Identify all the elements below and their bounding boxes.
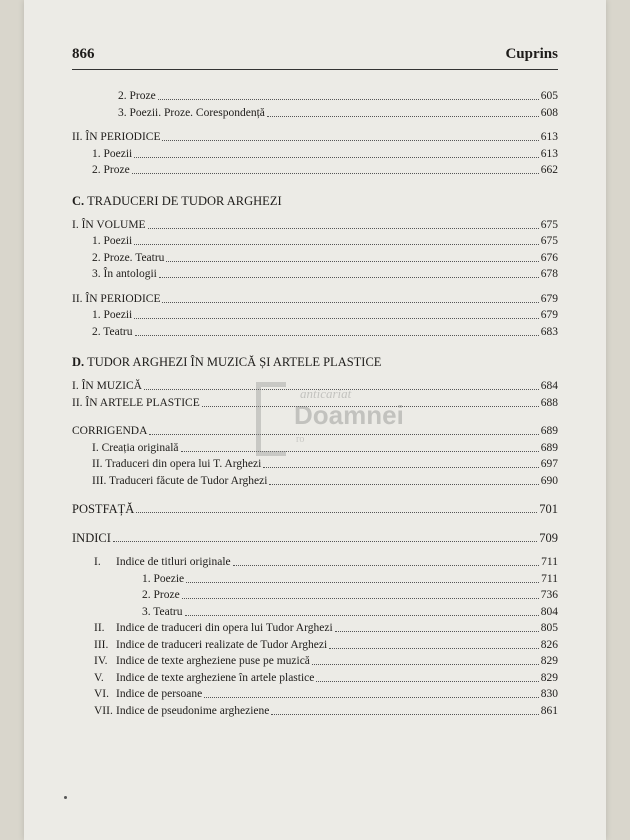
section-c-heading: C. TRADUCERI DE TUDOR ARGHEZI <box>72 193 282 208</box>
toc-leader-dots <box>271 703 538 715</box>
toc-leader-dots <box>186 571 539 583</box>
toc-page-number: 697 <box>540 458 558 470</box>
index-roman-numeral: I. <box>94 556 101 568</box>
toc-page-number: 711 <box>541 556 558 568</box>
toc-leader-dots <box>136 501 537 513</box>
toc-entry <box>72 378 558 395</box>
index-entry <box>72 653 558 670</box>
toc-leader-dots <box>312 653 539 665</box>
book-page <box>24 0 606 840</box>
toc-leader-dots <box>135 324 539 336</box>
toc-page-number: 690 <box>540 474 558 487</box>
toc-leader-dots <box>263 456 538 468</box>
toc-leader-dots <box>185 604 539 616</box>
toc-entry <box>72 146 558 163</box>
index-title: Indice de traduceri din opera lui Tudor Arghezi <box>116 622 333 634</box>
toc-leader-dots <box>316 670 538 682</box>
toc-page-number: 805 <box>540 622 558 634</box>
index-sub-entry: 2. Proze <box>142 589 180 601</box>
index-title: Indice de texte argheziene în artele plastice <box>116 671 315 684</box>
toc-leader-dots <box>132 162 539 174</box>
toc-page-number: 701 <box>539 502 558 516</box>
toc-gap <box>72 546 558 554</box>
toc-leader-dots <box>162 291 538 303</box>
toc-leader-dots <box>182 587 539 599</box>
toc-entry-label: 2. Teatru <box>92 325 133 338</box>
toc-page-number: 683 <box>540 325 558 338</box>
index-title: Indice de persoane <box>116 688 203 700</box>
toc-leader-dots <box>134 233 539 245</box>
index-sub-entry: 1. Poezie <box>142 572 185 585</box>
toc-entry <box>72 395 558 412</box>
toc-entry-label: 2. Proze <box>118 90 156 102</box>
toc-entry <box>72 423 558 440</box>
index-roman-numeral: VI. <box>94 688 110 700</box>
index-roman-numeral: IV. <box>94 655 108 667</box>
toc-leader-dots <box>113 530 537 542</box>
toc-leader-dots <box>159 266 539 278</box>
toc-page-number: 613 <box>540 131 558 143</box>
index-entry <box>72 686 558 703</box>
index-entry-label <box>72 554 231 571</box>
toc-entry-label: II. ÎN ARTELE PLASTICE <box>72 396 200 409</box>
watermark-text-3: ro <box>296 434 305 445</box>
toc-page-number: 861 <box>540 704 558 717</box>
toc-entry <box>72 501 558 518</box>
toc-entry <box>72 456 558 473</box>
toc-entry <box>72 440 558 457</box>
toc-block-c <box>72 217 558 341</box>
toc-entry-label: I. Creația originală <box>92 441 179 454</box>
toc-entry-label: II. ÎN PERIODICE <box>72 131 161 143</box>
toc-entry <box>72 162 558 179</box>
toc-entry-label: 1. Poezii <box>92 309 133 321</box>
toc-entry-label: I. ÎN VOLUME <box>72 218 146 231</box>
index-title: Indice de pseudonime argheziene <box>116 704 270 717</box>
toc-page-number: 711 <box>541 572 558 585</box>
toc-leader-dots <box>162 129 538 141</box>
page-number: 866 <box>72 46 95 62</box>
toc-entry-label: III. Traduceri făcute de Tudor Arghezi <box>92 474 268 487</box>
index-entry-label <box>72 620 333 637</box>
index-entry <box>72 604 558 621</box>
toc-leader-dots <box>181 440 539 452</box>
index-roman-numeral: II. <box>94 622 105 634</box>
toc-page-number: 684 <box>540 380 558 392</box>
index-title: Indice de traduceri realizate de Tudor Arghezi <box>116 638 328 651</box>
toc-page-number: 826 <box>540 638 558 651</box>
index-entry <box>72 670 558 687</box>
toc-entry <box>72 324 558 341</box>
toc-page-number: 676 <box>540 251 558 264</box>
toc-leader-dots <box>134 307 539 319</box>
toc-page-number: 675 <box>540 235 558 247</box>
ink-dot <box>64 796 67 799</box>
toc-entry <box>72 266 558 283</box>
index-entry <box>72 554 558 571</box>
index-roman-numeral: V. <box>94 671 104 684</box>
toc-gap <box>72 121 558 129</box>
toc-block-d <box>72 378 558 546</box>
toc-leader-dots <box>166 250 538 262</box>
toc-entry-label: CORRIGENDA <box>72 425 148 437</box>
toc-page-number: 829 <box>540 655 558 667</box>
toc-page-number: 678 <box>540 268 558 280</box>
toc-entry <box>72 530 558 547</box>
toc-leader-dots <box>202 395 539 407</box>
toc-page-number: 605 <box>540 90 558 102</box>
toc-page-number: 804 <box>540 605 558 618</box>
toc-leader-dots <box>269 473 538 485</box>
toc-entry-label: 1. Poezii <box>92 147 133 160</box>
toc-entry-label: POSTFAȚĂ <box>72 502 135 516</box>
toc-page-number: 679 <box>540 309 558 321</box>
section-d-heading: D. TUDOR ARGHEZI ÎN MUZICĂ ȘI ARTELE PLASTICE <box>72 355 382 369</box>
toc-entry <box>72 233 558 250</box>
toc-block-continued <box>72 88 558 179</box>
index-sub-entry: 3. Teatru <box>142 605 183 618</box>
toc-page-number: 662 <box>540 164 558 176</box>
toc-page-number: 608 <box>540 106 558 119</box>
toc-leader-dots <box>204 686 539 698</box>
toc-entry-label: 2. Proze. Teatru <box>92 251 165 264</box>
watermark-text-1: anticariat <box>300 386 352 401</box>
toc-page-number: 688 <box>540 396 558 409</box>
index-title: Indice de titluri originale <box>116 556 231 568</box>
index-entry-label <box>72 637 327 654</box>
toc-entry-label: 1. Poezii <box>92 235 133 247</box>
toc-entry-label: II. Traduceri din opera lui T. Arghezi <box>92 458 262 470</box>
index-entry-label <box>72 686 202 703</box>
toc-gap <box>72 489 558 501</box>
toc-entry <box>72 250 558 267</box>
page-header <box>72 46 558 72</box>
toc-entry <box>72 105 558 122</box>
toc-entry-label: 2. Proze <box>92 164 130 176</box>
toc-leader-dots <box>335 620 539 632</box>
toc-entry <box>72 129 558 146</box>
toc-gap <box>72 518 558 530</box>
toc-gap <box>72 411 558 423</box>
toc-entry <box>72 217 558 234</box>
page-title: Cuprins <box>505 46 558 62</box>
toc-page-number: 709 <box>539 530 558 545</box>
toc-leader-dots <box>149 423 538 435</box>
index-entry-label <box>72 670 314 687</box>
index-entry <box>72 620 558 637</box>
toc-entry-label: INDICI <box>72 530 111 545</box>
toc-entry <box>72 88 558 105</box>
toc-page-number: 830 <box>540 688 558 700</box>
watermark-text-2: Doamnei <box>294 400 404 430</box>
toc-gap <box>72 283 558 291</box>
toc-leader-dots <box>329 637 539 649</box>
header-rule <box>72 69 558 70</box>
index-entry-label <box>72 703 269 720</box>
toc-page-number: 829 <box>540 671 558 684</box>
toc-entry-label: I. ÎN MUZICĂ <box>72 380 142 392</box>
toc-entry <box>72 473 558 490</box>
toc-leader-dots <box>144 378 539 390</box>
toc-page-number: 679 <box>540 292 558 305</box>
index-roman-numeral: VII. <box>94 704 113 717</box>
toc-leader-dots <box>148 217 539 229</box>
index-title: Indice de texte argheziene puse pe muzică <box>116 655 310 667</box>
index-entry <box>72 637 558 654</box>
toc-entry-label: 3. Poezii. Proze. Corespondență <box>118 106 265 119</box>
toc-leader-dots <box>158 88 539 100</box>
toc-leader-dots <box>267 105 539 117</box>
toc-leader-dots <box>233 554 540 566</box>
toc-page-number: 675 <box>540 218 558 231</box>
toc-entry <box>72 307 558 324</box>
index-entry <box>72 587 558 604</box>
table-of-contents <box>72 88 558 719</box>
toc-page-number: 689 <box>540 425 558 437</box>
toc-page-number: 689 <box>540 441 558 454</box>
toc-entry-label: 3. În antologii <box>92 268 157 280</box>
index-entry-label <box>72 653 310 670</box>
index-entry <box>72 571 558 588</box>
toc-page-number: 736 <box>540 589 558 601</box>
index-roman-numeral: III. <box>94 638 109 651</box>
toc-entry-label: II. ÎN PERIODICE <box>72 292 161 305</box>
index-entry <box>72 703 558 720</box>
toc-page-number: 613 <box>540 147 558 160</box>
toc-leader-dots <box>134 146 539 158</box>
toc-block-indices <box>72 546 558 719</box>
toc-entry <box>72 291 558 308</box>
